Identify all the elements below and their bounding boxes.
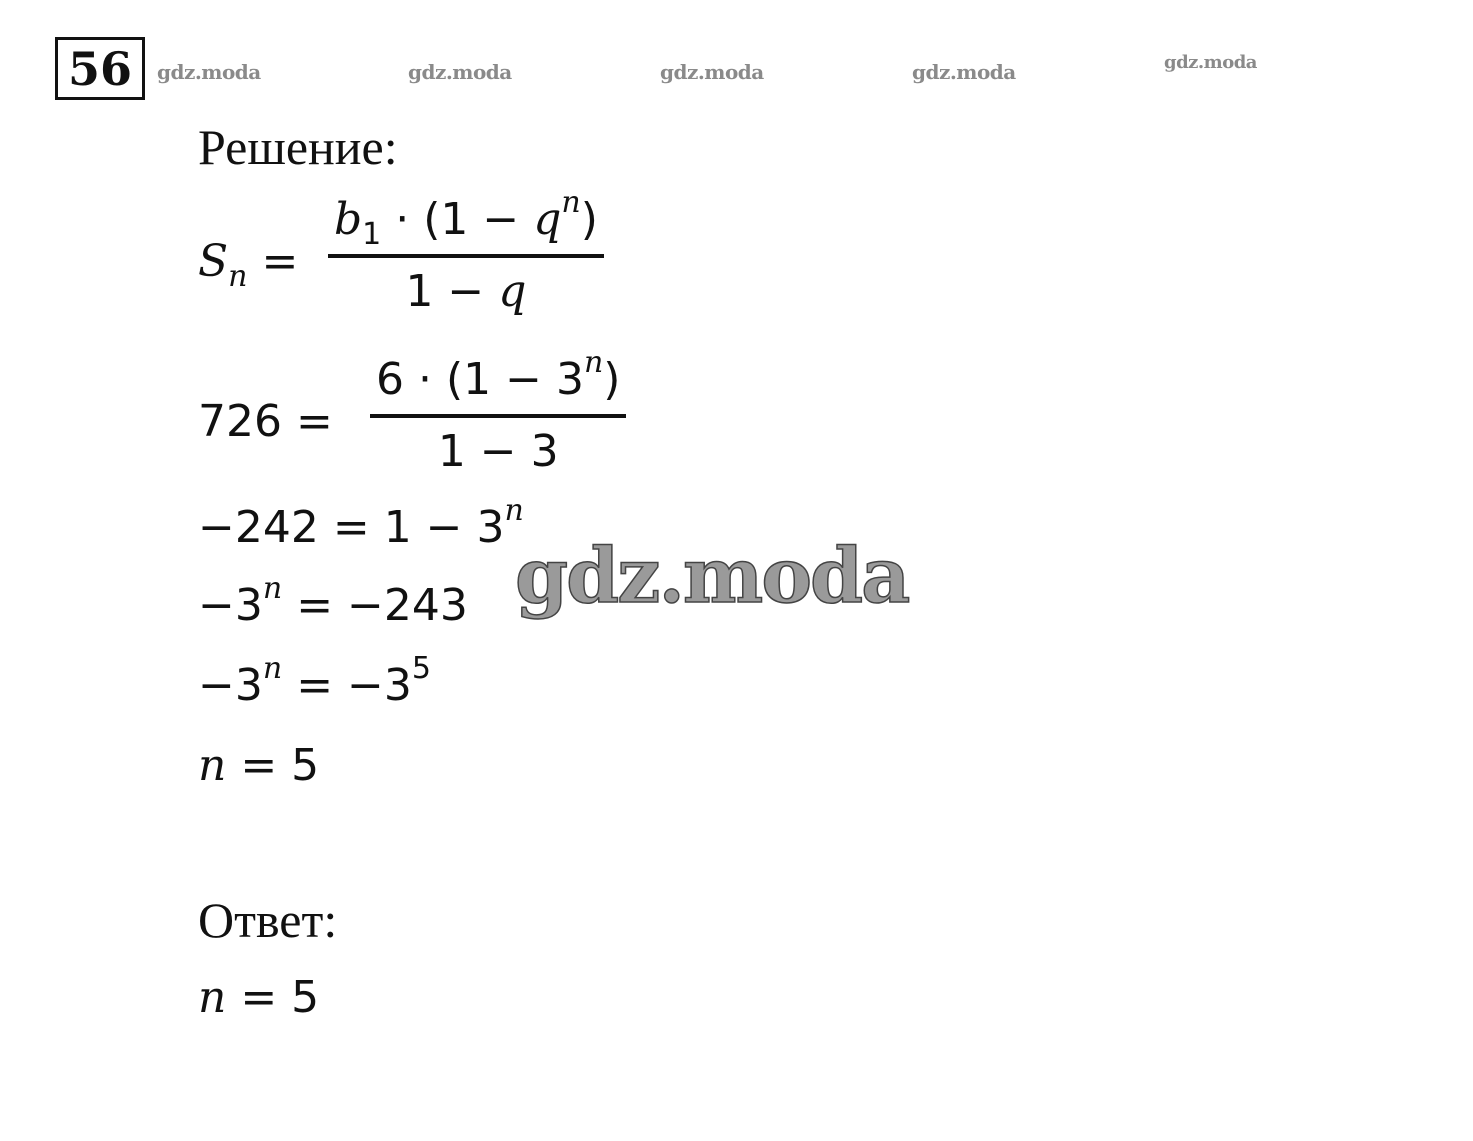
watermark: gdz.moda (912, 60, 1016, 84)
watermark: gdz.moda (660, 60, 764, 84)
step-sup: n (262, 571, 283, 606)
watermark: gdz.moda (1164, 52, 1257, 73)
step-left: −3 (198, 580, 263, 631)
step-line (198, 493, 524, 553)
problem-number: 56 (55, 37, 145, 100)
watermark-large: gdz.moda (515, 531, 909, 620)
num-left: 6 · (1 − 3 (376, 354, 584, 405)
result-rest: = 5 (226, 740, 320, 791)
lhs-sub: n (228, 259, 248, 294)
equals-sign: = (261, 236, 299, 287)
answer-var: n (198, 972, 227, 1023)
answer-heading: Ответ: (198, 892, 338, 948)
step-sup: 5 (411, 651, 431, 686)
step-sup: n (262, 651, 283, 686)
sum-formula-lhs (198, 236, 299, 294)
num-end: ) (603, 354, 621, 405)
answer-line (198, 972, 320, 1023)
answer-rest: = 5 (226, 972, 320, 1023)
numerator (328, 185, 604, 254)
denominator (405, 258, 527, 317)
step-right: = −3 (282, 660, 412, 711)
den-left: 1 − (405, 266, 499, 317)
result-var: n (198, 740, 227, 791)
substituted-fraction (370, 345, 626, 477)
q-sup: n (561, 185, 581, 220)
step-left: −3 (198, 660, 263, 711)
result-line (198, 740, 320, 791)
q-var: q (533, 194, 562, 245)
step-line (198, 571, 468, 631)
substituted-lhs: 726 = (198, 396, 333, 447)
num-mid: · (1 − (381, 194, 534, 245)
num-sup: n (583, 345, 604, 380)
solution-heading: Решение: (198, 119, 398, 175)
step-left: −242 = 1 − 3 (198, 502, 505, 553)
watermark: gdz.moda (157, 60, 261, 84)
denominator: 1 − 3 (437, 426, 559, 477)
step-right: = −243 (282, 580, 468, 631)
den-q: q (498, 266, 527, 317)
num-end: ) (580, 194, 598, 245)
numerator (370, 345, 626, 414)
watermark: gdz.moda (408, 60, 512, 84)
lhs-var: S (198, 236, 229, 287)
step-sup: n (504, 493, 524, 528)
b-var: b (334, 194, 363, 245)
step-line (198, 651, 431, 711)
sum-formula-fraction (328, 185, 604, 317)
b-sub: 1 (362, 217, 382, 252)
